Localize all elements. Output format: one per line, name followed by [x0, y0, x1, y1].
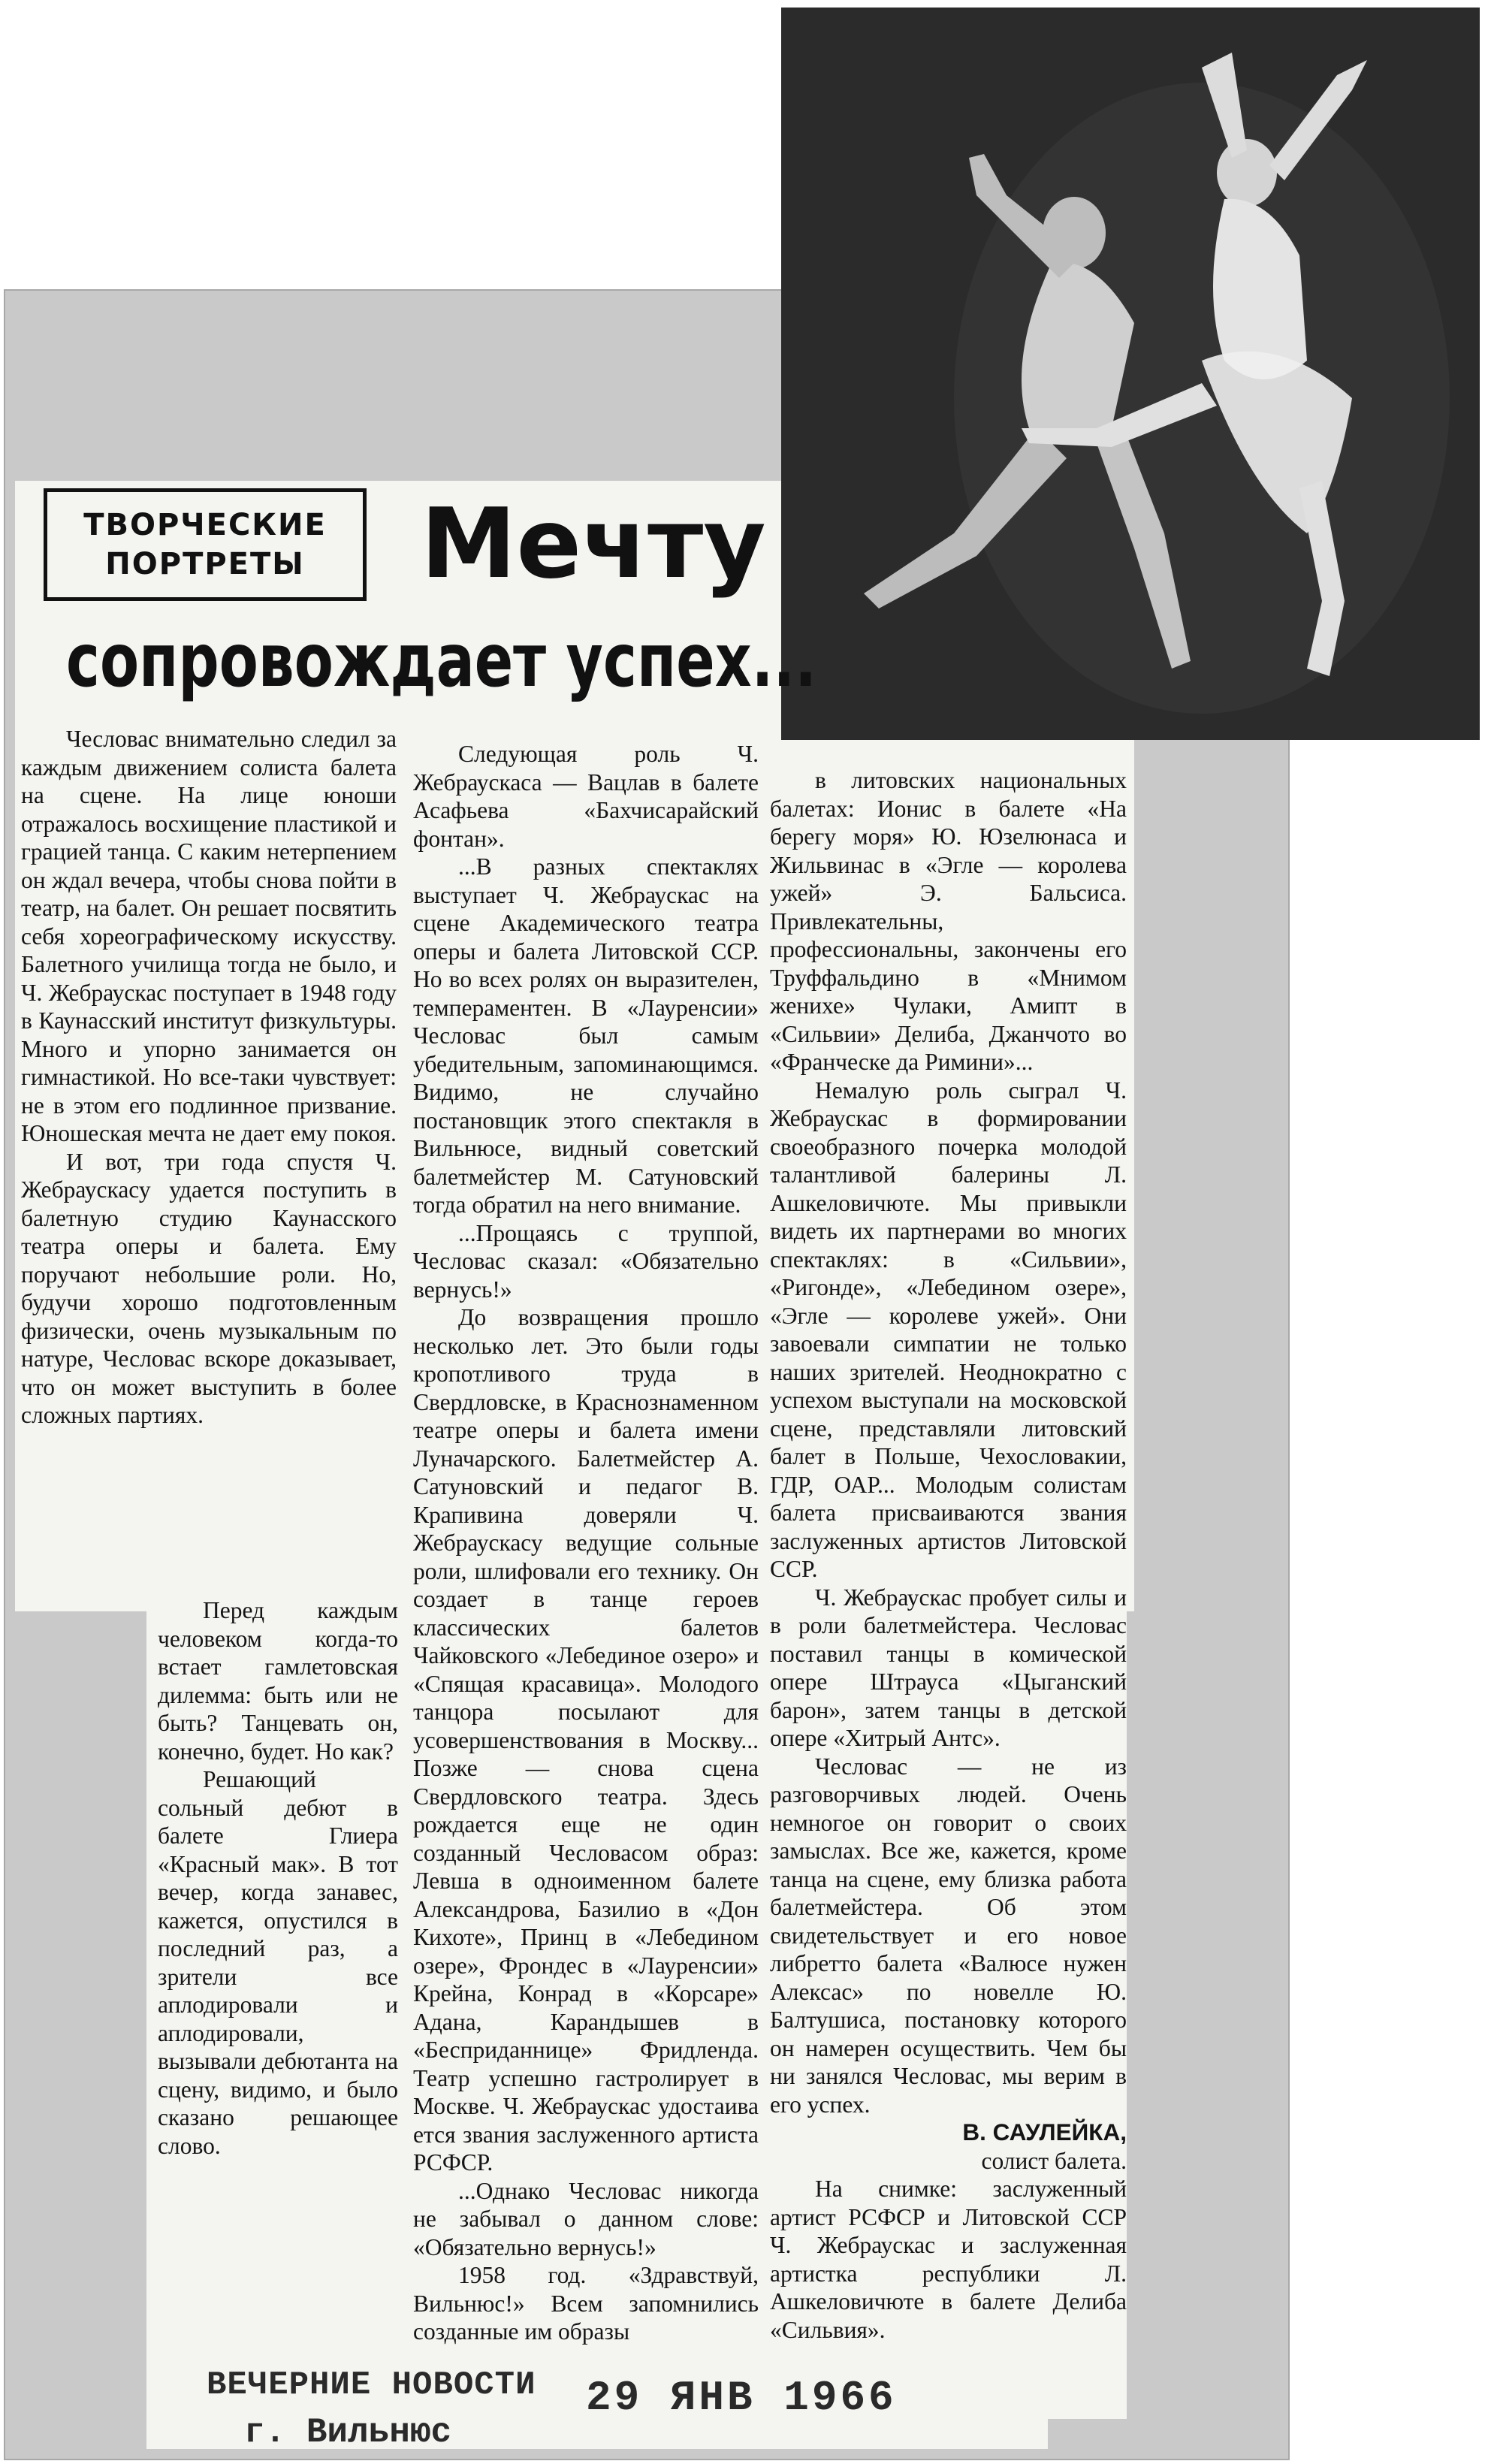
author-signature: В. САУЛЕЙКА, — [962, 2118, 1127, 2145]
ballet-dancers-image — [781, 8, 1480, 740]
paragraph: ...Прощаясь с труппой, Чесловас сказал: «Обязательно вернусь!» — [413, 1219, 759, 1303]
stamp-city: г. Вильнюс — [244, 2413, 452, 2452]
paragraph: Перед каждым человеком когда-то встает гамлетовская дилемма: быть или не быть? Танцевать он, конечно, будет. Но как? — [158, 1597, 398, 1765]
headline-part-1: Мечту — [421, 488, 766, 600]
paragraph: ...В разных спектаклях выступает Ч. Жебраускас на сцене Академического театра оперы и балета Литовской ССР. Но во всех ролях он выразителен, темпераментен. В «Лауренсии» Чесловас был самым убедительным, запоминающимся. Видимо, не случайно постановщик этого спектакля в Вильнюсе, видный советский балетмейстер М. Сатуновский тогда обратил на него внимание. — [413, 853, 759, 1218]
paragraph: ...Однако Чесловас никогда не забывал о данном слове: «Обязательно вернусь!» — [413, 2177, 759, 2260]
paragraph: Решающий сольный дебют в балете Глиера «Красный мак». В тот вечер, когда занавес, кажется, опустился в последний раз, а зрители все аплодировали и аплодировали, вызывали дебютанта на сцену, видимо, и было сказано решающее слово. — [158, 1766, 398, 2159]
paragraph: 1958 год. «Здравствуй, Вильнюс!» Всем запомнились созданные им образы — [413, 2262, 759, 2345]
paragraph: Следующая роль Ч. Жебраускаса — Вацлав в балете Асафьева «Бахчисарайский фонтан». — [413, 741, 759, 852]
author-role: солист балета. — [981, 2147, 1127, 2174]
ballet-photo — [781, 8, 1480, 740]
rubric-line-2: ПОРТРЕТЫ — [105, 547, 305, 581]
rubric-box — [44, 488, 367, 601]
paragraph: Немалую роль сыграл Ч. Жебраускас в формировании своеобразного почерка молодой талантливой балерины Л. Ашкеловичюте. Мы привыкли видеть их партнерами во многих спектаклях: в «Сильвии», «Ригонде», «Лебедином озере», «Эгле — королеве ужей». Они завоевали симпатии не только наших зрителей. Неоднократно с успехом выступали на московской сцене, представляли литовский балет в Польше, Чехословакии, ГДР, ОАР... Молодым солистам балета присваиваются звания заслуженных артистов Литовской ССР. — [770, 1076, 1127, 1582]
paragraph: Чесловас внимательно следил за каждым движением солиста балета на сцене. На лице юноши отражалось восхищение пластикой и грацией танца. С каким нетерпением он ждал вечера, чтобы снова пойти в театр, на балет. Он решает посвятить себя хореографическому искусству. Балетного училища тогда не было, и Ч. Жебраускас поступает в 1948 году в Каунасский институт физкультуры. Много и упорно занимается он гимнастикой. Но все-таки чувствует: не в этом его подлинное призвание. Юношеская мечта не дает ему покоя. — [21, 726, 397, 1146]
article-column-1 — [21, 725, 397, 1430]
paragraph: И вот, три года спустя Ч. Жебраускасу удается поступить в балетную студию Каунасского театра оперы и балета. Ему поручают небольшие роли. Но, будучи хорошо подготовленным физически, очень музыкальным по натуре, Чесловас вскоре доказывает, что он может выступить в более сложных партиях. — [21, 1148, 397, 1428]
photo-caption: На снимке: заслуженный артист РСФСР и Литовской ССР Ч. Жебраускас и заслуженная артистка республики Л. Ашкеловичюте в балете Делиба «Сильвия». — [770, 2176, 1127, 2343]
paragraph: Чесловас — не из разговорчивых людей. Очень немногое он говорит о своих замыслах. Все же, кажется, кроме танца на сцене, ему близка работа балетмейстера. Об этом свидетельствует и его новое либретто балета «Валюсе нужен Алексас» по новелле Ю. Балтушиса, постановку которого он намерен осуществить. Чем бы ни занялся Чесловас, мы верим в его успех. — [770, 1753, 1127, 2118]
paragraph: Ч. Жебраускас пробует силы и в роли балетмейстера. Чесловас поставил танцы в комической опере Штрауса «Цыганский барон», затем танцы в детской опере «Хитрый Антс». — [770, 1584, 1127, 1751]
paragraph: До возвращения прошло несколько лет. Это были годы кропотливого труда в Свердловске, в Краснознаменном театре оперы и балета имени Луначарского. Балетмейстер А. Сатуновский и педагог В. Крапивина доверяли Ч. Жебраускасу ведущие сольные роли, шлифовали его технику. Он создает в танце героев классических балетов Чайковского «Лебединое озеро» и «Спящая красавица». Молодого танцора посылают для усовершенствования в Москву... Позже — снова сцена Свердловского театра. Здесь рождается еще не один созданный Чесловасом образ: Левша в одноименном балете Александрова, Базилио в «Дон Кихоте», Принц в «Лебедином озере», Фрондес в «Лауренсии» Крейна, Конрад в «Корсаре» Адана, Карандышев в «Бесприданнице» Фридленда. Театр успешно гастролирует в Москве. Ч. Жебраускас удостаива ется звания заслуженного артиста РСФСР. — [413, 1304, 759, 2176]
article-column-1-continued — [158, 1596, 398, 2160]
rubric-line-1: ТВОРЧЕСКИЕ — [83, 508, 327, 542]
headline-part-2: сопровождает успех... — [66, 618, 817, 704]
article-column-2 — [413, 740, 759, 2346]
stamp-date: 29 ЯНВ 1966 — [586, 2374, 897, 2422]
paragraph: в литовских национальных балетах: Ионис в балете «На берегу моря» Ю. Юзелюнаса и Жильвинас в «Эгле — королева ужей» Э. Бальсиса. Привлекательны, профессиональны, закончены его Труффальдино в «Мнимом женихе» Чулаки, Амипт в «Сильвии» Делиба, Джанчото во «Франческе да Римини»... — [770, 767, 1127, 1075]
article-column-3 — [770, 766, 1127, 2344]
stamp-newspaper-name: ВЕЧЕРНИЕ НОВОСТИ — [207, 2366, 536, 2404]
